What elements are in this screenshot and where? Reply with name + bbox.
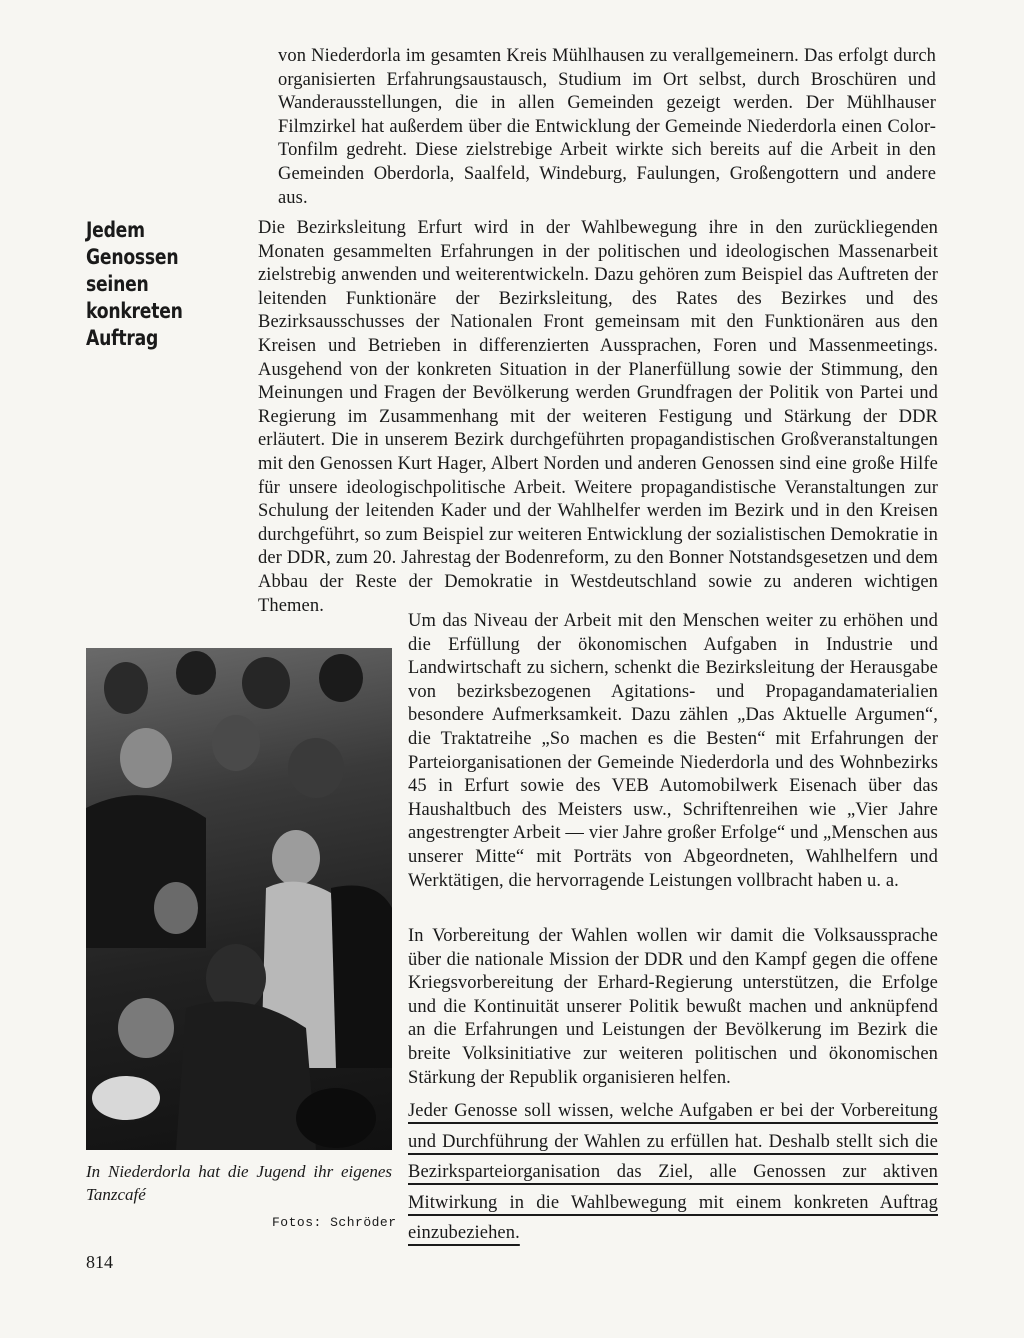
dance-cafe-photo xyxy=(86,648,392,1150)
side-heading: Jedem Genossen seinen konkreten Auftrag xyxy=(86,218,183,350)
underlined-paragraph: Jeder Genosse soll wissen, welche Aufgaben er bei der Vorbereitung und Durchführung der Wahlen zu erfüllen hat. Deshalb stellt sich die Bezirksparteiorganisation das Ziel, alle Genossen zur aktiven Mitwirkung in die Wahlbewegung mit einem konkreten Auftrag einzubeziehen. xyxy=(408,1101,938,1243)
photo-caption: In Niederdorla hat die Jugend ihr eigenes Tanzcafé xyxy=(86,1162,392,1204)
right-paragraph-2: In Vorbereitung der Wahlen wollen wir damit die Volksaussprache über die nationale Mission der DDR und den Kampf gegen die offene Kriegsvorbereitung der Erhard-Regierung unterstützen, die Erfolge und die Kontinuität unserer Politik bewußt machen und anknüpfend an die Erfahrungen und Leistungen der Bevölkerung im Bezirk die breite Volksinitiative zur weiteren politischen und ökonomischen Stärkung der Republik organisieren helfen. xyxy=(408,926,938,1088)
main-paragraph: Die Bezirksleitung Erfurt wird in der Wahlbewegung ihre in den zurückliegenden Monaten gesammelten Erfahrungen in der politischen und ideologischen Massenarbeit zielstrebig anwenden und weiterentwickeln. Dazu gehören zum Beispiel das Auftreten der leitenden Funktionäre der Bezirksleitung, des Rates des Bezirkes und des Bezirksausschusses der Nationalen Front gemeinsam mit den Funktionären aus den Kreisen und Betrieben in differenzierten Aussprachen, Foren und Massenmeetings. Ausgehend von der konkreten Situation in der Planerfüllung sowie der Stimmung, den Meinungen und Fragen der Bevölkerung werden Grundfragen der Politik von Partei und Regierung im Zusammenhang mit der weiteren Festigung und Stärkung der DDR erläutert. Die in unserem Bezirk durchgeführten propagandistischen Großveranstaltungen mit den Genossen Kurt Hager, Albert Norden und anderen Genossen sind eine große Hilfe für unsere ideologischpolitische Arbeit. Weitere propagandistische Veranstaltungen zur Schulung der leitenden Kader und der Wahlhelfer werden im Bezirk und in den Kreisen durchgeführt, so zum Beispiel zur weiteren Entwicklung der sozialistischen Demokratie in der DDR, zum 20. Jahrestag der Bodenreform, zu den Bonner Notstandsgesetzen und dem Abbau der Reste der Demokratie in Westdeutschland sowie zu anderen wichtigen Themen. xyxy=(258,218,938,616)
right-paragraph-1: Um das Niveau der Arbeit mit den Menschen weiter zu erhöhen und die Erfüllung der ökonomischen Aufgaben in Industrie und Landwirtschaft zu sichern, schenkt die Bezirksleitung der Herausgabe von bezirksbezogenen Agitations- und Propagandamaterialien besondere Aufmerksamkeit. Dazu zählen „Das Aktuelle Argumen“, die Traktatreihe „So machen es die Besten“ mit Erfahrungen der Parteiorganisationen der Gemeinde Niederdorla und des Wohnbezirks 45 in Erfurt sowie des VEB Automobilwerk Eisenach über das Haushaltbuch des Meisters usw., Schriftenreihen wie „Vier Jahre angestrengter Arbeit — vier Jahre großer Erfolge“ und „Menschen aus unserer Mitte“ mit Porträts von Abgeordneten, Wahlhelfern und Werktätigen, die hervorragende Leistungen vollbracht haben u. a. xyxy=(408,611,938,891)
photo-credit: Fotos: Schröder xyxy=(272,1215,397,1230)
page-number: 814 xyxy=(86,1252,113,1272)
intro-paragraph: von Niederdorla im gesamten Kreis Mühlhausen zu verallgemeinern. Das erfolgt durch organisierten Erfahrungsaustausch, Studium im Ort selbst, durch Broschüren und Wanderausstellungen, die in allen Gemeinden gezeigt werden. Der Mühlhauser Filmzirkel hat außerdem über die Entwicklung der Gemeinde Niederdorla einen Color-Tonfilm gedreht. Diese zielstrebige Arbeit wirkte sich bereits auf die Arbeit in den Gemeinden Oberdorla, Saalfeld, Windeburg, Faulungen, Großengottern und andere aus. xyxy=(278,46,936,208)
